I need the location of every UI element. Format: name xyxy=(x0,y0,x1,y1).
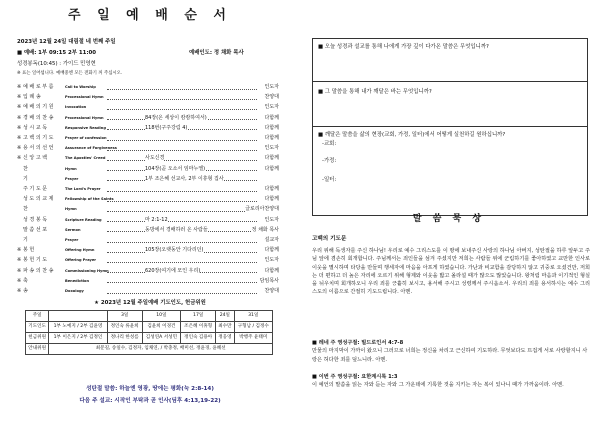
order-detail: 마 2:1-12 xyxy=(145,216,168,223)
order-english: Call to Worship xyxy=(65,85,96,89)
schedule-cell: 기도인도 xyxy=(26,322,49,333)
christmas-sermon-line: 성탄절 말씀: 하늘엔 영광, 땅에는 평화(눅 2:8-14) xyxy=(86,386,214,392)
next-sermon-line: 다음 주 설교: 시작인 부탁과 곧 인사(딤후 4:13,19-22) xyxy=(79,398,221,404)
question-3: ■ 깨달은 말씀을 삶의 현장(교회, 가정, 일터)에서 어떻게 실천하길 원하십니까? xyxy=(318,132,506,138)
schedule-header-row xyxy=(26,311,273,322)
order-english: Doxology xyxy=(65,289,84,293)
order-label: 기 xyxy=(23,175,28,182)
schedule-cell: 구형남 / 김정수 xyxy=(234,322,272,333)
schedule-cell: 정웅영 xyxy=(216,333,234,344)
order-row xyxy=(17,125,279,132)
bible-reading-line: 성경봉독(10:45) : 가이드 민영현 xyxy=(17,61,96,67)
order-row xyxy=(17,176,279,183)
order-person: 다함께 xyxy=(264,135,279,141)
order-english: Assurance of Forgiveness xyxy=(65,146,117,151)
schedule-row-prayer xyxy=(26,322,273,333)
order-person: 인도자 xyxy=(264,216,279,223)
order-row xyxy=(17,135,279,142)
order-person: 다함께 xyxy=(264,155,279,162)
order-detail: 1부 조은혜 선교사, 2부 이휴형 집사 xyxy=(145,175,224,182)
leader-dots xyxy=(107,221,257,222)
place-church: -교회: xyxy=(322,141,337,147)
leader-dots xyxy=(107,293,257,294)
order-english: Offering Hymn xyxy=(65,248,95,253)
schedule-row-offering xyxy=(26,333,273,344)
order-english: Sermon xyxy=(65,227,81,232)
order-english: Prayer of confession xyxy=(65,136,107,140)
order-row xyxy=(17,115,279,122)
leader-dots xyxy=(107,160,257,161)
order-label: 예 배 의 기 원 xyxy=(23,104,54,111)
order-english: Processional Hymn xyxy=(65,95,104,100)
order-person: 찬양대 xyxy=(264,288,279,294)
order-label: 축 xyxy=(23,277,28,284)
standing-mark: ※ xyxy=(17,94,22,101)
order-label: 봉 헌 기 도 xyxy=(23,257,48,264)
order-detail: 84장(온 세상이 캄캄하여서) xyxy=(145,114,207,121)
schedule-cell: 정나리 한성름 xyxy=(107,333,142,344)
order-person: 인도자 xyxy=(264,257,279,264)
order-english: Hymn xyxy=(65,166,77,171)
order-person: 다함께 xyxy=(264,165,279,172)
divider xyxy=(312,126,588,127)
order-english: The Lord's Prayer xyxy=(65,187,101,191)
leader-dots xyxy=(107,211,257,212)
order-english: Prayer xyxy=(65,238,79,242)
order-english: Invocation xyxy=(65,105,87,110)
standing-mark: ※ xyxy=(17,267,22,274)
order-row xyxy=(17,257,279,264)
leader-dots xyxy=(107,99,257,100)
order-row xyxy=(17,84,279,91)
order-row xyxy=(17,206,279,213)
schedule-cell: 최수만 xyxy=(216,322,234,333)
bible-verse-this-week: ■ 이번 주 영성구절: 요한계시록 1:3 이 예언의 말씀을 읽는 자와 듣는 자와 그 가운데에 기록한 것을 지키는 자는 복이 있나니 때가 가까움이라. 아멘. xyxy=(312,374,564,389)
order-person: 찬양대 xyxy=(264,94,279,101)
schedule-cell: 박행주 윤태미 xyxy=(234,333,272,344)
question-1: ■ 오늘 성경과 설교를 통해 나에게 가장 깊이 다가온 말씀은 무엇입니까? xyxy=(318,44,489,50)
schedule-header: 10일 xyxy=(142,311,181,322)
confession-prayer-text: 우리 위해 독생자를 주신 하나님! 우리로 예수 그리스도를 이 땅에 보내주신 사랑의 하나님 아버지, 성탄절을 하루 앞두고 주님 앞에 겸손히 회개합니다. 주님께서는 죄인들을 섬겨 주셨지만 저희는 사람들 위에 군림하기를 좋아하였고 교만한 인사로 이웃을 멸시하며 타당을 만들며 행세자에 마음을 아프게 하였습니다. 가난과 비교함을 감당하지 않고 귀중로 오셨건만, 저희는 더 편하고 더 높은 자리에 오르기 위해 형제와 이웃을 밟고 올라설 때가 많으도 많았습니다. 왕처럼 마음과 이기적인 형실을 뉘우치며 회개하오니 우리 죄를 긍휼히 보시고, 용서해 주시고 성령께서 주시옵소서. 우리의 죄를 용서하시는 예수 그리스도의 이름으로 간절히 기도드립니다. 아멘. xyxy=(312,248,590,296)
order-detail: 118번(구주강림 4) xyxy=(145,124,188,131)
standing-mark: ※ xyxy=(17,155,22,162)
order-row xyxy=(17,104,279,111)
order-row xyxy=(17,196,279,203)
order-detail: 105장(오랫동안 기다리던) xyxy=(145,247,204,254)
order-label: 성 도 의 교 제 xyxy=(23,196,54,203)
schedule-cell: 정인숙 류윤희 xyxy=(107,322,142,333)
order-row xyxy=(17,278,279,285)
schedule-header: 17일 xyxy=(181,311,216,322)
schedule-cell: 김윤희 이경건 xyxy=(142,322,181,333)
leader-dots xyxy=(107,262,257,263)
order-label: 찬 xyxy=(23,206,28,213)
bible-verse-last-week: ■ 레네 주 영성구절: 빌드로인서 4:7-8 만물의 마지막이 가까이 왔으니 그러므로 너희는 정신을 차리고 근신하여 기도하라. 무엇보다도 뜨겁게 서로 사랑할지니 사랑은 허다한 죄를 덮느니라. 아멘. xyxy=(312,340,588,363)
order-label: 용 서 의 선 언 xyxy=(23,145,54,152)
order-label: 파 송 의 찬 송 xyxy=(23,267,54,274)
order-row xyxy=(17,217,279,224)
order-english: The Apostles' Creed xyxy=(65,156,106,161)
order-row xyxy=(17,288,279,295)
order-label: 성 시 교 독 xyxy=(23,124,48,131)
standing-mark: ※ xyxy=(17,247,22,254)
order-label: 말 씀 선 포 xyxy=(23,226,48,233)
standing-mark: ※ xyxy=(17,84,22,90)
order-label: 기 xyxy=(23,237,28,243)
schedule-row-ushers xyxy=(26,344,273,355)
schedule-cell: 김성연A 서성민 xyxy=(142,333,181,344)
schedule-header: 3일 xyxy=(107,311,142,322)
schedule-cell: 안내위원 xyxy=(26,344,49,355)
order-english: Prayer xyxy=(65,176,79,181)
order-english: Scripture Reading xyxy=(65,217,102,222)
order-row xyxy=(17,247,279,254)
order-person: 다함께 xyxy=(264,124,279,131)
order-label: 경 배 의 찬 송 xyxy=(23,114,54,121)
standing-mark: ※ xyxy=(17,257,22,264)
order-english: Hymn xyxy=(65,207,77,212)
order-person: 인도자 xyxy=(264,84,279,90)
date-line: 2023년 12월 24일 대림절 네 번째 주일 xyxy=(17,39,116,45)
leader-dots xyxy=(107,109,257,110)
order-label: 신 앙 고 백 xyxy=(23,155,48,162)
confession-prayer-title: 고백의 기도문 xyxy=(312,236,347,242)
leader-dots xyxy=(107,201,257,202)
order-row xyxy=(17,268,279,275)
standing-mark: ※ xyxy=(17,104,22,111)
order-row xyxy=(17,166,279,173)
page-title: 주 일 예 배 순 서 xyxy=(68,8,232,23)
question-2: ■ 그 말씀을 통해 내가 깨달은 바는 무엇입니까? xyxy=(318,89,432,95)
leader-dots xyxy=(107,242,257,243)
order-label: 주 기 도 문 xyxy=(23,186,48,192)
order-label: 입 례 송 xyxy=(23,94,41,101)
order-label: 찬 xyxy=(23,165,28,172)
schedule-cell: 최문길, 송일수, 김정자, 임채연, / 박충정, 배미선, 정윤경, 윤혜선 xyxy=(49,344,273,355)
standing-mark: ※ xyxy=(17,114,22,121)
order-row xyxy=(17,227,279,234)
order-person: 설교자 xyxy=(264,237,279,243)
service-line: ■ 예배: 1부 09:15 2부 11:00 예배인도: 정 채화 목사 xyxy=(17,50,244,56)
standing-mark: ※ xyxy=(17,145,22,152)
place-home: -가정: xyxy=(322,158,337,164)
order-label: 송 xyxy=(23,288,28,294)
order-person: 담임목사 xyxy=(259,277,279,284)
order-person: 인도자 xyxy=(264,145,279,152)
schedule-table xyxy=(25,310,273,355)
standing-mark: ※ xyxy=(17,288,22,294)
place-work: -일터: xyxy=(322,177,337,183)
order-detail: 동방에서 경배하러 온 사람들 xyxy=(145,226,208,233)
order-detail: 620장(여기에 모인 우리) xyxy=(145,267,201,274)
order-person: 글로리아찬양대 xyxy=(245,206,279,213)
order-row xyxy=(17,155,279,162)
order-english: Responsive Reading xyxy=(65,125,106,130)
order-english: Commissioning Hymn xyxy=(65,268,109,273)
note-line: ※ 표는 일어섭니다. 예배중엔 모든 전화기 꺼 주십시오. xyxy=(17,71,123,76)
order-person: 다함께 xyxy=(264,186,279,192)
order-person: 인도자 xyxy=(264,104,279,111)
order-row xyxy=(17,145,279,152)
order-detail: 104장(곧 오소서 임마누엘) xyxy=(145,165,206,172)
order-english: Benediction xyxy=(65,278,90,283)
schedule-cell: 헌금위원 xyxy=(26,333,49,344)
schedule-cell: 1부 노예지 / 2부 김윤영 xyxy=(49,322,107,333)
standing-mark: ※ xyxy=(17,135,22,141)
order-english: Offering Prayer xyxy=(65,258,97,263)
order-detail: 사도신경 xyxy=(145,155,165,162)
schedule-header: 24일 xyxy=(216,311,234,322)
standing-mark: ※ xyxy=(17,277,22,284)
leader-dots xyxy=(107,191,257,192)
order-row xyxy=(17,237,279,244)
schedule-cell: 조은혜 이휴형 xyxy=(181,322,216,333)
schedule-cell: 1부 이은지 / 2부 김정인 xyxy=(49,333,107,344)
order-person: 다함께 xyxy=(264,267,279,274)
order-person: 다함께 xyxy=(264,114,279,121)
schedule-header: 주일 xyxy=(26,311,49,322)
order-english: Fellowship of the Saints xyxy=(65,197,114,202)
order-person: 다함께 xyxy=(264,196,279,203)
order-english: Processional Hymn xyxy=(65,115,104,120)
schedule-cell: 정인숙 김용아 xyxy=(181,333,216,344)
schedule-title: ★ 2023년 12월 주일예배 기도인도, 헌금위원 xyxy=(94,300,206,306)
leader-dots xyxy=(107,140,257,141)
order-person: 정 채화 목사 xyxy=(251,226,279,233)
leader-dots xyxy=(107,150,257,151)
order-label: 성 경 봉 독 xyxy=(23,216,48,223)
order-label: 예 배 로 부 름 xyxy=(23,84,54,90)
order-row xyxy=(17,186,279,193)
order-label: 봉 헌 xyxy=(23,247,35,254)
schedule-header xyxy=(49,311,107,322)
leader-dots xyxy=(107,282,257,283)
order-person: 다함께 xyxy=(264,247,279,254)
divider xyxy=(312,81,588,82)
question-box xyxy=(312,38,588,216)
meditation-heading: 말 씀 묵 상 xyxy=(412,214,486,224)
schedule-header: 31일 xyxy=(234,311,272,322)
standing-mark: ※ xyxy=(17,124,22,131)
order-label: 고 백 의 기 도 xyxy=(23,135,54,141)
leader-dots xyxy=(107,89,257,90)
order-row xyxy=(17,94,279,101)
